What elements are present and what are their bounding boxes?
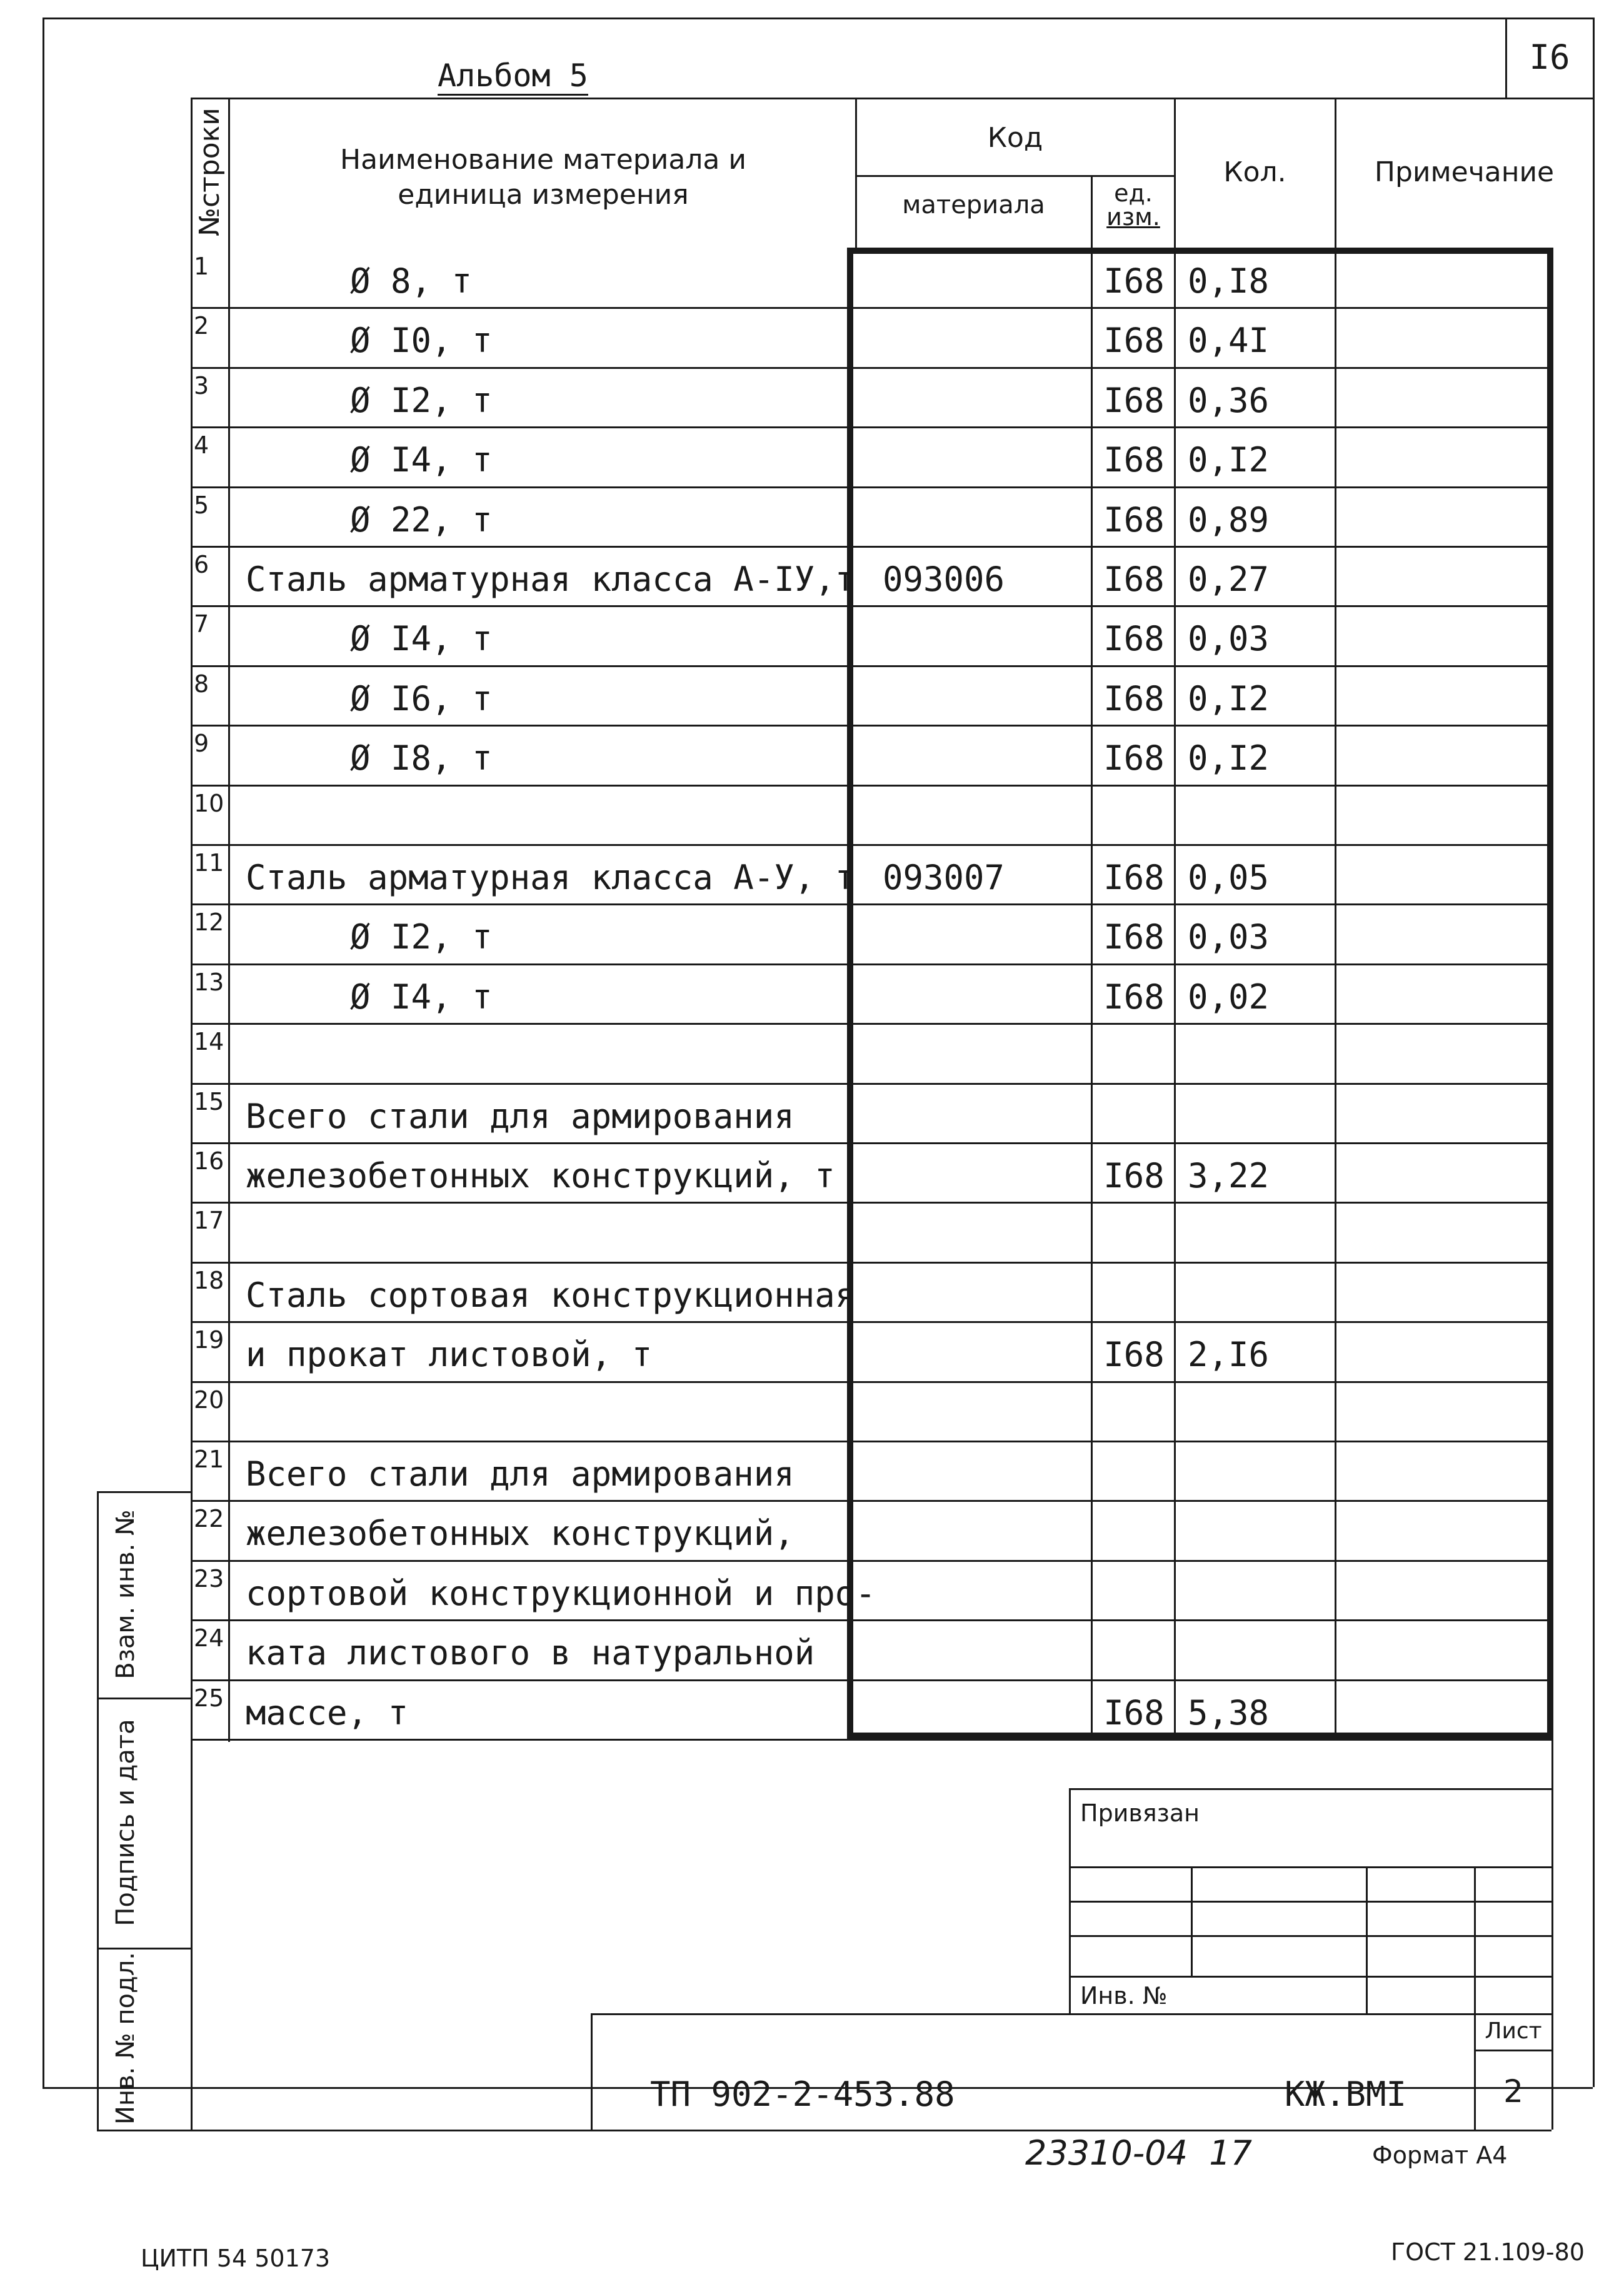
- header-row-no: №строки: [194, 108, 226, 236]
- row-unit-code: I68: [1103, 917, 1165, 957]
- name-col-line-header: [855, 98, 857, 248]
- row-name: Ø 8, т: [350, 261, 473, 301]
- footer-left: ЦИТП 54 50173: [141, 2245, 331, 2272]
- row-number: 19: [194, 1326, 224, 1354]
- row-name: Сталь арматурная класса А-IУ,т: [246, 560, 856, 599]
- row-qty: 0,02: [1188, 977, 1270, 1017]
- row-name: Ø I4, т: [350, 440, 493, 480]
- privyazan-top: [1069, 1788, 1551, 1790]
- row-name: Сталь сортовая конструкционная: [246, 1275, 856, 1315]
- sheet-number: I6: [1529, 38, 1570, 77]
- header-name: Наименование материала и единица измерения: [340, 144, 746, 211]
- row-divider: [191, 426, 1551, 428]
- table-left-line: [191, 98, 193, 2130]
- row-divider: [191, 486, 1551, 488]
- row-name: Ø I2, т: [350, 380, 493, 420]
- row-name: Ø I8, т: [350, 738, 493, 778]
- row-unit-code: I68: [1103, 858, 1165, 897]
- row-divider: [191, 1500, 1551, 1502]
- grid-v-1: [1191, 1866, 1193, 1976]
- row-name: массе, т: [246, 1693, 409, 1733]
- row-divider: [191, 307, 1551, 309]
- row-number: 2: [194, 312, 209, 340]
- row-divider: [191, 785, 1551, 787]
- side-strip-left: [97, 1491, 99, 2130]
- stamp-inv-no: Инв. №: [1080, 1982, 1168, 2010]
- note-col-line: [1335, 248, 1336, 1739]
- row-unit-code: I68: [1103, 678, 1165, 718]
- row-unit-code: I68: [1103, 977, 1165, 1017]
- row-name: Всего стали для армирования: [246, 1096, 794, 1136]
- stamp-doc-code: ТП 902-2-453.88: [650, 2075, 955, 2114]
- header-code: Код: [987, 122, 1043, 154]
- row-number: 10: [194, 789, 224, 817]
- side-strip-div2: [97, 1948, 191, 1949]
- row-divider: [191, 1262, 1551, 1264]
- row-qty: 0,I2: [1188, 440, 1270, 480]
- row-divider: [191, 546, 1551, 548]
- body-right-line: [1551, 248, 1553, 2130]
- grid-line-1: [1069, 1866, 1551, 1868]
- row-number: 5: [194, 491, 209, 519]
- row-number: 14: [194, 1028, 224, 1056]
- row-number: 9: [194, 730, 209, 758]
- row-unit-code: I68: [1103, 500, 1165, 540]
- thick-left: [847, 248, 853, 1739]
- row-name: Ø I6, т: [350, 678, 493, 718]
- row-unit-code: I68: [1103, 738, 1165, 778]
- footer-right: ГОСТ 21.109-80: [1391, 2238, 1585, 2266]
- row-unit-code: I68: [1103, 321, 1165, 361]
- row-divider: [191, 1560, 1551, 1562]
- row-number: 12: [194, 908, 224, 937]
- grid-v-2: [1366, 1866, 1368, 2013]
- row-number: 6: [194, 551, 209, 578]
- row-number: 25: [194, 1684, 224, 1712]
- row-divider: [191, 1441, 1551, 1442]
- row-divider: [191, 725, 1551, 727]
- row-qty: 0,89: [1188, 500, 1270, 540]
- row-number: 22: [194, 1505, 224, 1533]
- header-note: Примечание: [1374, 156, 1555, 188]
- row-divider: [191, 1739, 1551, 1741]
- row-number: 13: [194, 968, 224, 996]
- row-name: железобетонных конструкций,: [246, 1514, 794, 1554]
- title-block-left: [591, 2013, 593, 2130]
- row-number: 24: [194, 1624, 224, 1653]
- row-unit-code: I68: [1103, 560, 1165, 599]
- row-unit-code: I68: [1103, 440, 1165, 480]
- row-qty: 0,05: [1188, 858, 1270, 897]
- row-number: 8: [194, 670, 209, 698]
- row-divider: [191, 605, 1551, 607]
- row-unit-code: I68: [1103, 380, 1165, 420]
- row-name: Ø I4, т: [350, 977, 493, 1017]
- row-divider: [191, 963, 1551, 965]
- stamp-inv-vzam: Взам. инв. №: [111, 1509, 140, 1679]
- row-number: 17: [194, 1207, 224, 1235]
- stamp-signature-date: Подпись и дата: [111, 1719, 140, 1926]
- row-name: Всего стали для армирования: [246, 1454, 794, 1494]
- row-divider: [191, 1619, 1551, 1621]
- row-unit-code: I68: [1103, 1693, 1165, 1733]
- row-number: 23: [194, 1564, 224, 1592]
- row-qty: 0,03: [1188, 917, 1270, 957]
- header-code-unit: ед. изм.: [1106, 179, 1160, 231]
- row-number: 3: [194, 371, 209, 400]
- row-number: 18: [194, 1266, 224, 1294]
- album-title: Альбом 5: [438, 58, 588, 96]
- stamp-bottom-line: [97, 2130, 1551, 2131]
- stamp-sheet-value: 2: [1503, 2073, 1523, 2110]
- row-number: 20: [194, 1386, 224, 1414]
- row-divider: [191, 1083, 1551, 1085]
- row-qty: 3,22: [1188, 1156, 1270, 1195]
- row-qty: 5,38: [1188, 1693, 1270, 1733]
- outer-frame-top: [43, 18, 1593, 19]
- table-top-line: [191, 98, 1593, 99]
- row-number: 15: [194, 1087, 224, 1115]
- row-name: Ø I4, т: [350, 619, 493, 659]
- row-qty: 0,4I: [1188, 321, 1270, 361]
- row-material-code: 093006: [883, 560, 1005, 599]
- thick-top: [847, 248, 1553, 254]
- row-divider: [191, 665, 1551, 667]
- row-qty: 2,I6: [1188, 1335, 1270, 1375]
- row-number: 11: [194, 849, 224, 877]
- side-strip-div1: [97, 1698, 191, 1699]
- grid-line-2: [1069, 1901, 1551, 1903]
- row-name: Ø I0, т: [350, 321, 493, 361]
- row-number: 7: [194, 610, 209, 638]
- stamp-format: Формат А4: [1372, 2141, 1508, 2169]
- row-divider: [191, 1381, 1551, 1383]
- qty-col-line: [1174, 248, 1176, 1739]
- row-name: Сталь арматурная класса А-У, т: [246, 858, 856, 897]
- row-divider: [191, 1142, 1551, 1144]
- grid-v-3: [1474, 1866, 1476, 2130]
- row-name: железобетонных конструкций, т: [246, 1156, 835, 1195]
- row-qty: 0,I2: [1188, 678, 1270, 718]
- row-name: и прокат листовой, т: [246, 1335, 653, 1375]
- row-qty: 0,03: [1188, 619, 1270, 659]
- title-block-top: [591, 2013, 1551, 2015]
- stamp-inv-podl: Инв. № подл.: [111, 1952, 140, 2125]
- code-subheader-line: [855, 175, 1174, 177]
- row-unit-code: I68: [1103, 261, 1165, 301]
- stamp-doc-mark: КЖ.ВМI: [1285, 2075, 1407, 2114]
- row-divider: [191, 1202, 1551, 1204]
- row-divider: [191, 903, 1551, 905]
- row-qty: 0,27: [1188, 560, 1270, 599]
- row-number: 21: [194, 1446, 224, 1473]
- row-number: 16: [194, 1147, 224, 1175]
- row-qty: 0,36: [1188, 380, 1270, 420]
- row-number: 4: [194, 431, 209, 460]
- grid-line-4: [1069, 1976, 1551, 1978]
- rownum-col-line: [228, 98, 230, 1742]
- row-unit-code: I68: [1103, 1335, 1165, 1375]
- row-unit-code: I68: [1103, 619, 1165, 659]
- row-divider: [191, 1321, 1551, 1323]
- row-divider: [191, 1679, 1551, 1681]
- stamp-handwritten: 23310-04 17: [1025, 2133, 1253, 2173]
- stamp-privyazan: Привязан: [1080, 1799, 1200, 1827]
- unit-col-line: [1091, 248, 1093, 1739]
- thick-bottom: [847, 1733, 1553, 1739]
- row-name: Ø I2, т: [350, 917, 493, 957]
- row-qty: 0,I2: [1188, 738, 1270, 778]
- row-divider: [191, 367, 1551, 369]
- header-code-material: материала: [902, 191, 1045, 219]
- row-divider: [191, 1023, 1551, 1025]
- row-name: сортовой конструкционной и про-: [246, 1573, 876, 1613]
- grid-line-3: [1069, 1935, 1551, 1937]
- row-unit-code: I68: [1103, 1156, 1165, 1195]
- stamp-sheet-label: Лист: [1485, 2018, 1542, 2044]
- sheet-label-line: [1474, 2050, 1551, 2051]
- header-qty: Кол.: [1223, 156, 1286, 188]
- row-qty: 0,I8: [1188, 261, 1270, 301]
- outer-frame-right: [1593, 18, 1595, 2087]
- row-name: Ø 22, т: [350, 500, 493, 540]
- outer-frame-left: [43, 18, 44, 2087]
- row-name: ката листового в натуральной: [246, 1633, 815, 1673]
- row-material-code: 093007: [883, 858, 1005, 897]
- row-divider: [191, 844, 1551, 846]
- row-number: 1: [194, 253, 209, 280]
